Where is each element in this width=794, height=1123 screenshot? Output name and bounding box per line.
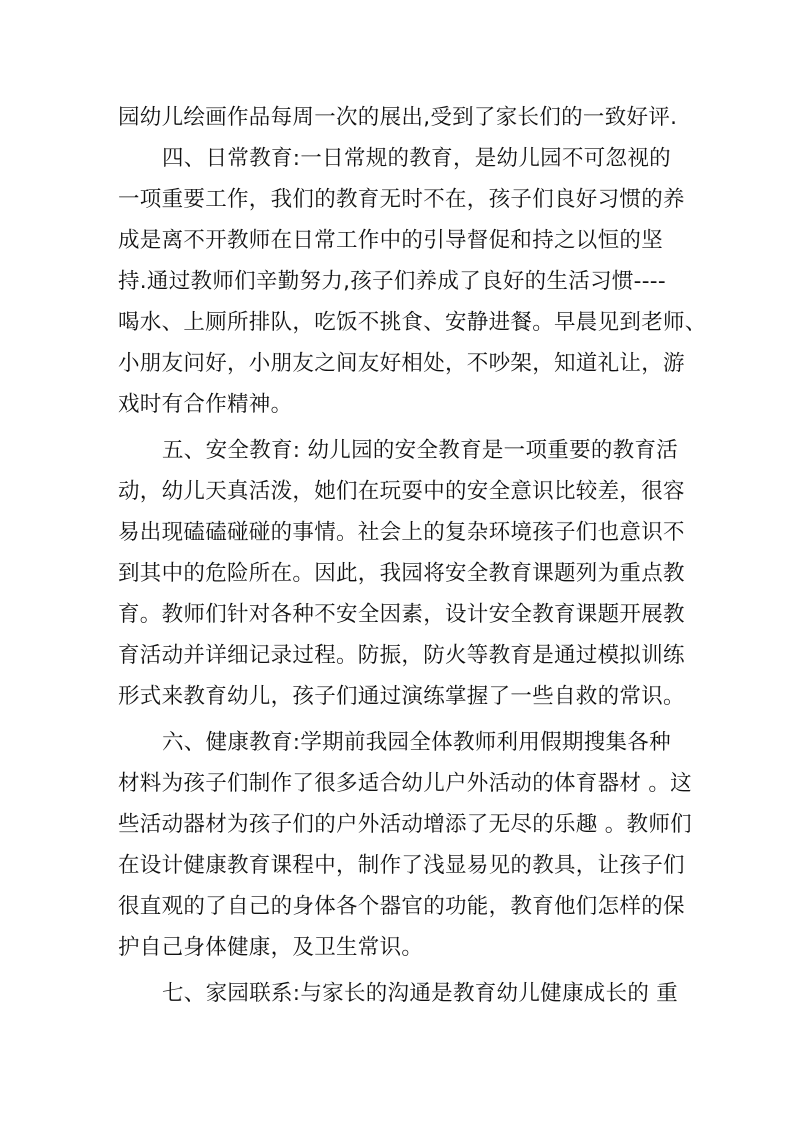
text-line: 园幼儿绘画作品每周一次的展出,受到了家长们的一致好评. bbox=[118, 105, 678, 130]
text-line: 戏时有合作精神。 bbox=[118, 392, 293, 417]
text-line: 小朋友问好，小朋友之间友好相处，不吵架，知道礼让，游 bbox=[118, 351, 685, 376]
section-heading-line: 四、日常教育:一日常规的教育，是幼儿园不可忽视的 bbox=[162, 146, 671, 171]
text-line: 材料为孩子们制作了很多适合幼儿户外活动的体育器材 。这 bbox=[118, 771, 692, 796]
text-line: 形式来教育幼儿，孩子们通过演练掌握了一些自救的常识。 bbox=[118, 684, 685, 709]
text-line: 到其中的危险所在。因此，我园将安全教育课题列为重点教 bbox=[118, 561, 685, 586]
text-line: 动，幼儿天真活泼，她们在玩耍中的安全意识比较差，很容 bbox=[118, 479, 685, 504]
text-line: 很直观的了自己的身体各个器官的功能，教育他们怎样的保 bbox=[118, 894, 685, 919]
text-line: 喝水、上厕所排队，吃饭不挑食、安静进餐。早晨见到老师、 bbox=[118, 310, 707, 335]
text-line: 些活动器材为孩子们的户外活动增添了无尽的乐趣 。教师们 bbox=[118, 812, 692, 837]
text-line: 育活动并详细记录过程。防振，防火等教育是通过模拟训练 bbox=[118, 643, 685, 668]
text-line: 在设计健康教育课程中，制作了浅显易见的教具，让孩子们 bbox=[118, 853, 685, 878]
section-heading-line: 六、健康教育:学期前我园全体教师利用假期搜集各种 bbox=[162, 730, 671, 755]
text-line: 育。教师们针对各种不安全因素，设计安全教育课题开展教 bbox=[118, 602, 685, 627]
section-heading-line: 五、安全教育: 幼儿园的安全教育是一项重要的教育活 bbox=[162, 438, 679, 463]
text-line: 持.通过教师们辛勤努力,孩子们养成了良好的生活习惯---- bbox=[118, 269, 666, 294]
text-line: 易出现磕磕碰碰的事情。社会上的复杂环境孩子们也意识不 bbox=[118, 520, 685, 545]
section-heading-line: 七、家园联系:与家长的沟通是教育幼儿健康成长的 重 bbox=[162, 981, 679, 1006]
text-line: 一项重要工作，我们的教育无时不在，孩子们良好习惯的养 bbox=[118, 187, 685, 212]
text-line: 成是离不开教师在日常工作中的引导督促和持之以恒的坚 bbox=[118, 228, 664, 253]
text-line: 护自己身体健康，及卫生常识。 bbox=[118, 935, 424, 960]
